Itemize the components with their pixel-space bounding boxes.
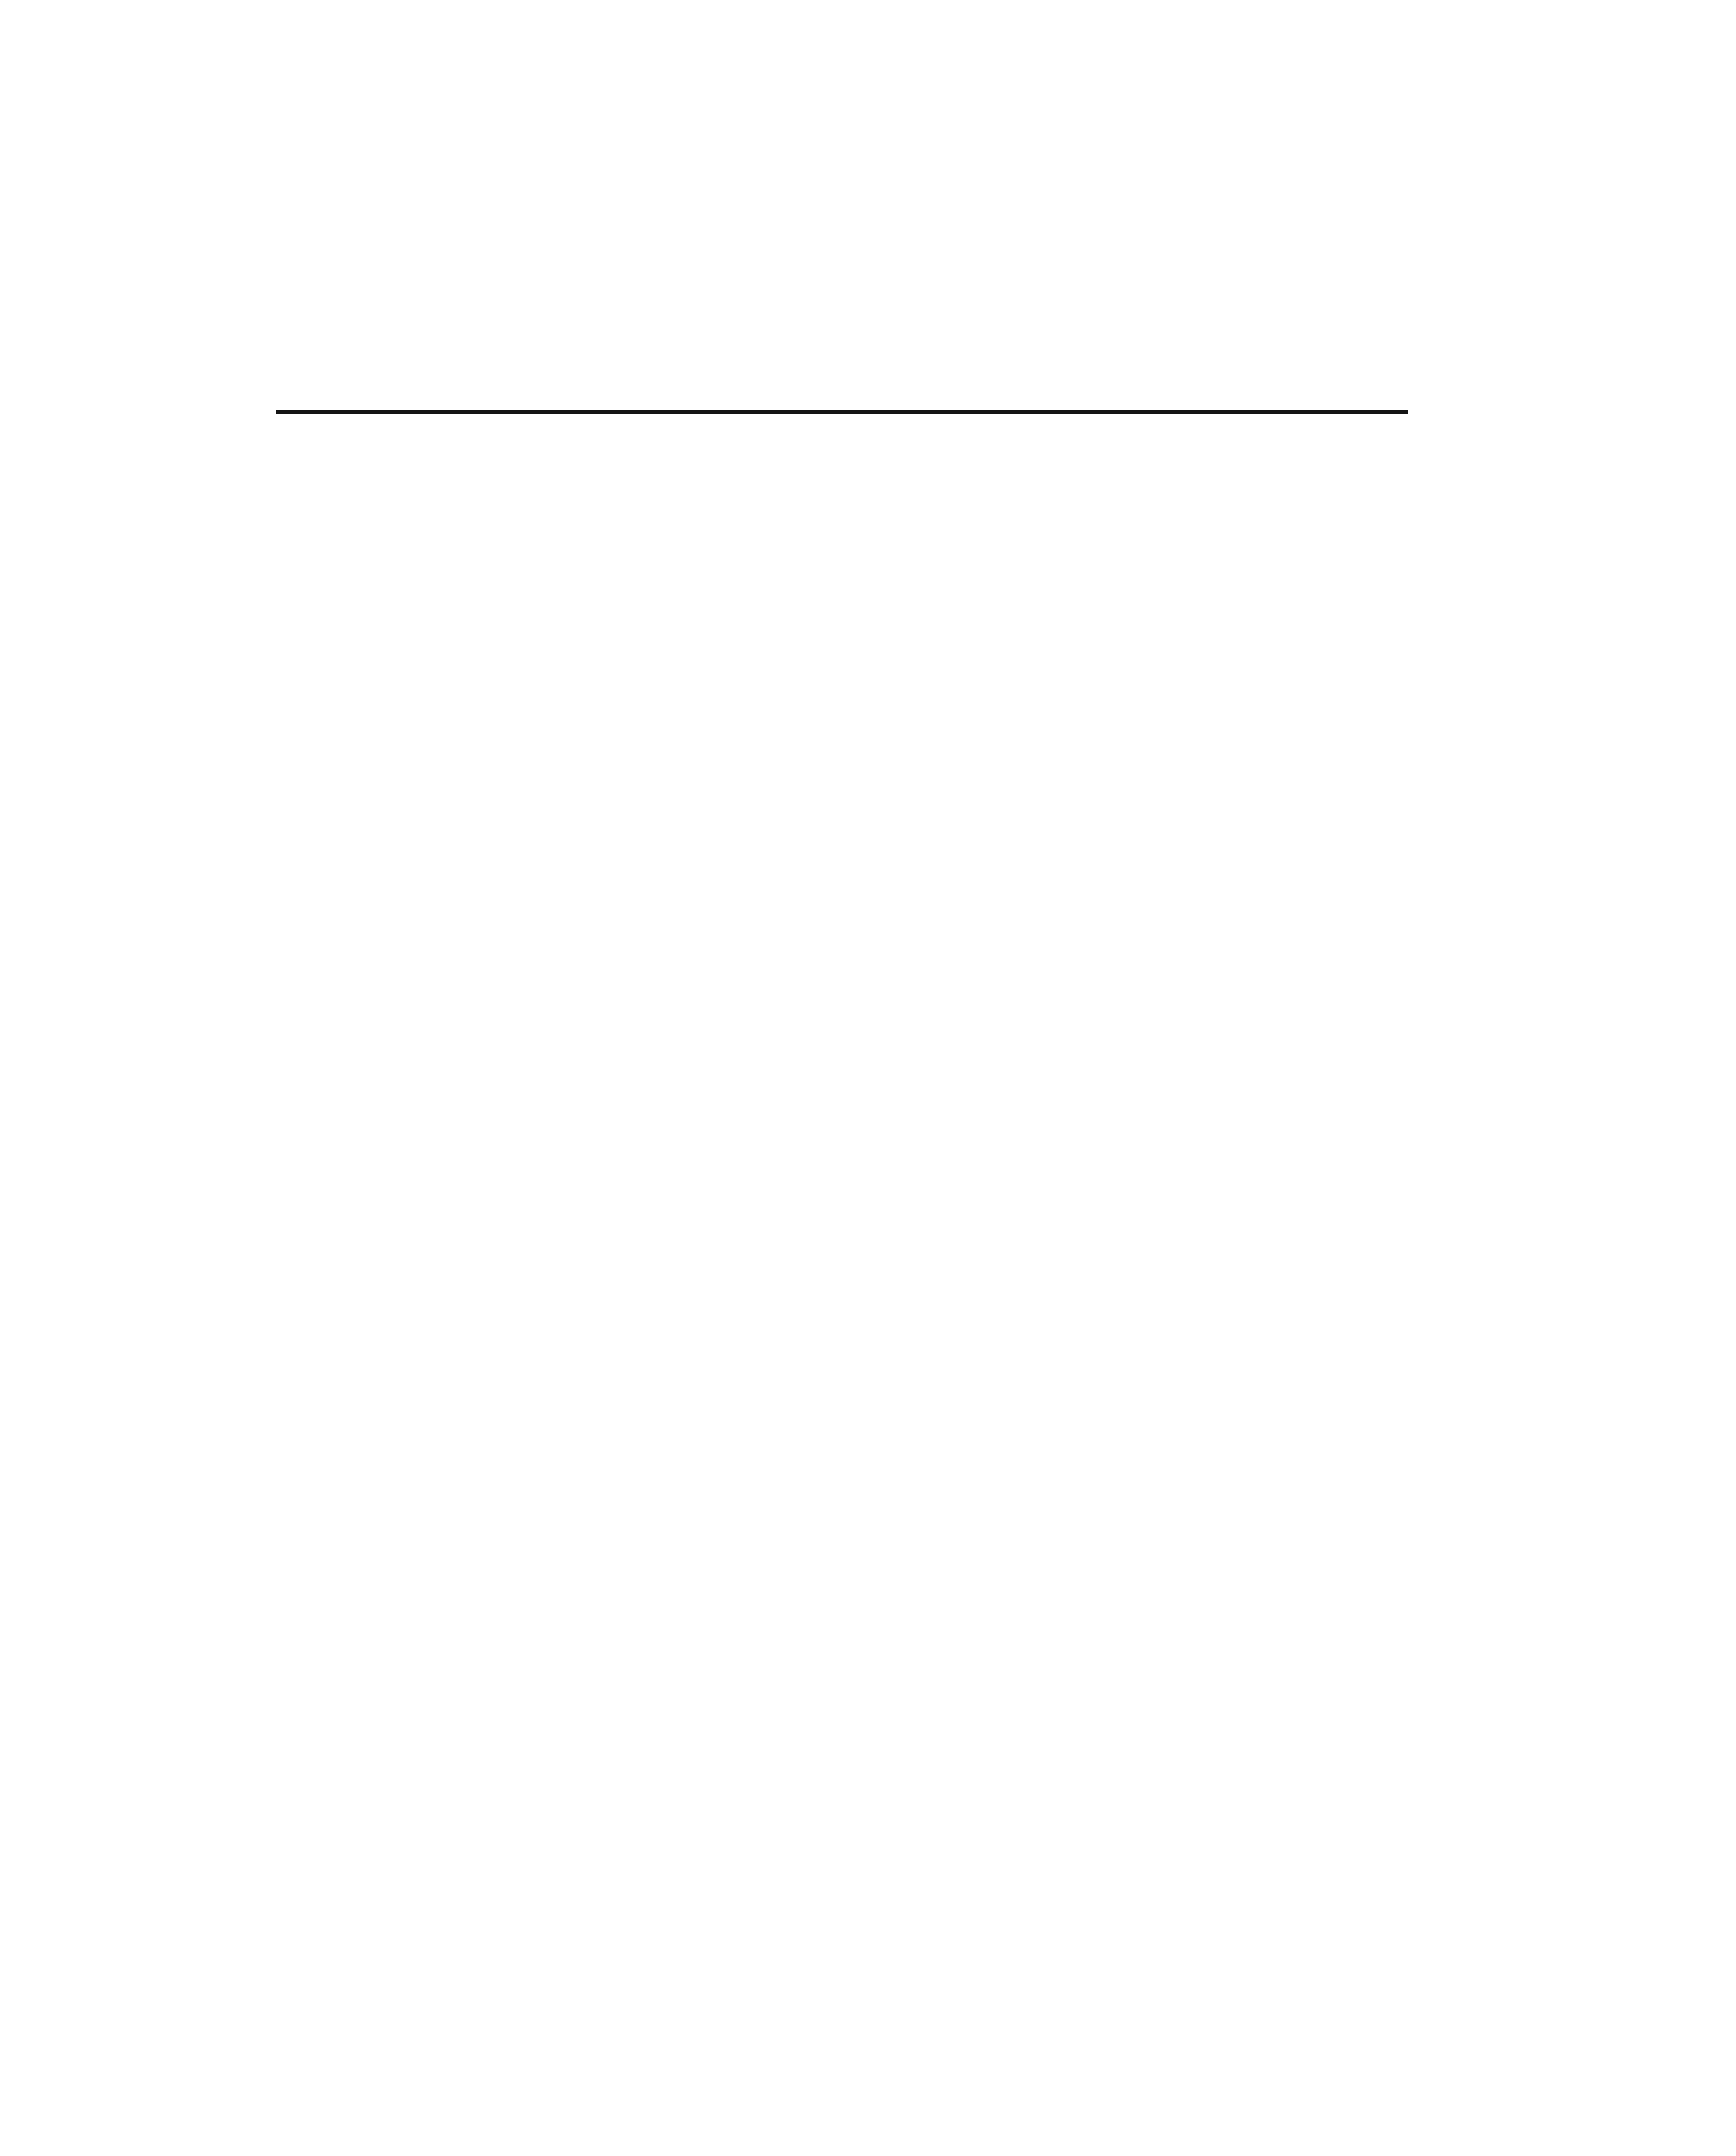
page-header [276,310,1408,375]
body-text [267,811,1408,961]
header-divider [276,410,1408,414]
